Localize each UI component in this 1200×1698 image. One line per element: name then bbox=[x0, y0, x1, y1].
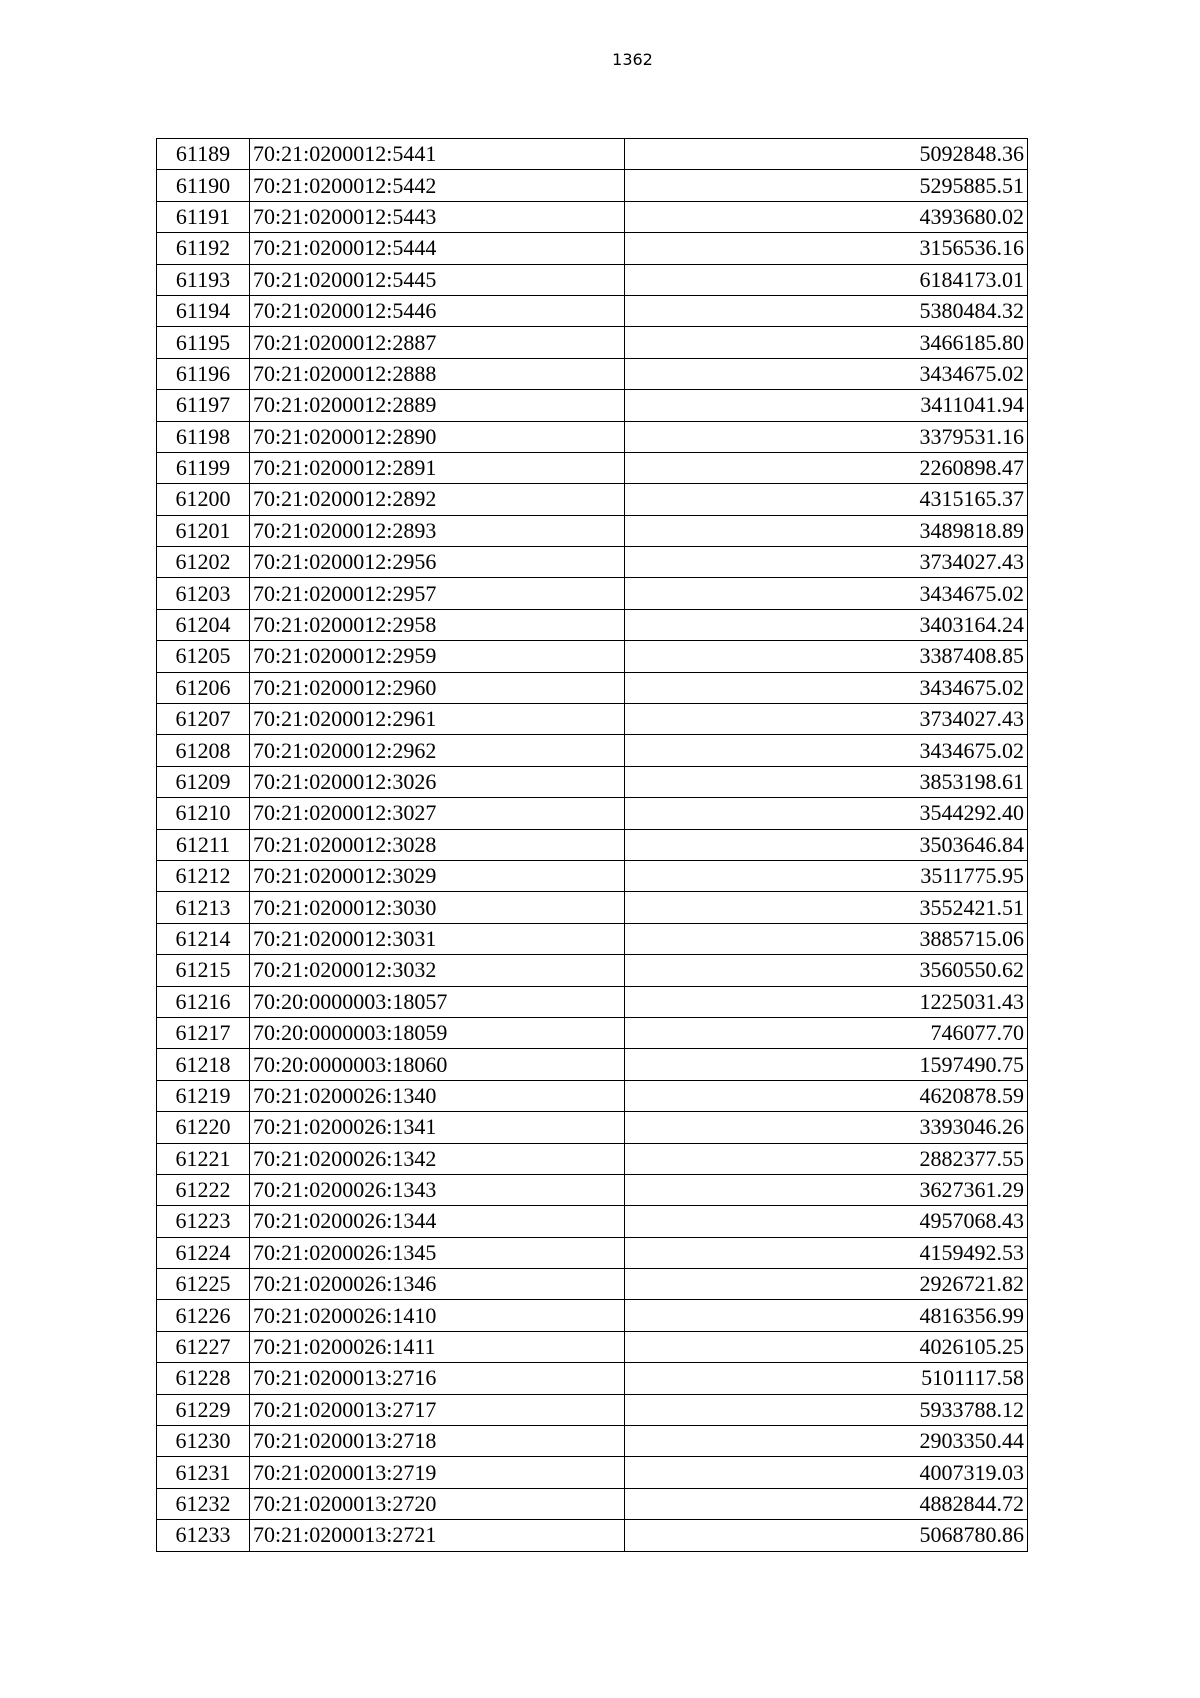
value-cell: 5092848.36 bbox=[625, 139, 1028, 170]
cadastral-number-cell: 70:21:0200026:1345 bbox=[250, 1237, 625, 1268]
value-cell: 4816356.99 bbox=[625, 1300, 1028, 1331]
value-cell: 3503646.84 bbox=[625, 829, 1028, 860]
table-row bbox=[157, 139, 1028, 170]
value-cell: 3156536.16 bbox=[625, 233, 1028, 264]
table-row bbox=[157, 892, 1028, 923]
table-row bbox=[157, 1426, 1028, 1457]
cadastral-number-cell: 70:21:0200012:2892 bbox=[250, 484, 625, 515]
cadastral-number-cell: 70:21:0200026:1344 bbox=[250, 1206, 625, 1237]
value-cell: 3434675.02 bbox=[625, 358, 1028, 389]
table-row bbox=[157, 547, 1028, 578]
row-number-cell: 61233 bbox=[157, 1520, 250, 1551]
value-cell: 746077.70 bbox=[625, 1017, 1028, 1048]
row-number-cell: 61214 bbox=[157, 923, 250, 954]
value-cell: 1225031.43 bbox=[625, 986, 1028, 1017]
cadastral-number-cell: 70:21:0200012:2888 bbox=[250, 358, 625, 389]
cadastral-number-cell: 70:21:0200013:2718 bbox=[250, 1426, 625, 1457]
row-number-cell: 61227 bbox=[157, 1331, 250, 1362]
cadastral-number-cell: 70:21:0200013:2721 bbox=[250, 1520, 625, 1551]
value-cell: 4393680.02 bbox=[625, 201, 1028, 232]
cadastral-number-cell: 70:21:0200012:2961 bbox=[250, 704, 625, 735]
table-row bbox=[157, 1488, 1028, 1519]
row-number-cell: 61199 bbox=[157, 452, 250, 483]
row-number-cell: 61222 bbox=[157, 1174, 250, 1205]
value-cell: 3627361.29 bbox=[625, 1174, 1028, 1205]
row-number-cell: 61221 bbox=[157, 1143, 250, 1174]
table-row bbox=[157, 1112, 1028, 1143]
row-number-cell: 61230 bbox=[157, 1426, 250, 1457]
cadastral-number-cell: 70:21:0200012:3028 bbox=[250, 829, 625, 860]
cadastral-number-cell: 70:21:0200012:3026 bbox=[250, 766, 625, 797]
table-row bbox=[157, 452, 1028, 483]
value-cell: 2882377.55 bbox=[625, 1143, 1028, 1174]
cadastral-number-cell: 70:21:0200012:2889 bbox=[250, 390, 625, 421]
table-row bbox=[157, 1394, 1028, 1425]
value-cell: 3560550.62 bbox=[625, 955, 1028, 986]
cadastral-number-cell: 70:21:0200012:5444 bbox=[250, 233, 625, 264]
value-cell: 5101117.58 bbox=[625, 1363, 1028, 1394]
table-row bbox=[157, 955, 1028, 986]
value-cell: 4007319.03 bbox=[625, 1457, 1028, 1488]
value-cell: 3489818.89 bbox=[625, 515, 1028, 546]
row-number-cell: 61194 bbox=[157, 295, 250, 326]
table-row bbox=[157, 1457, 1028, 1488]
cadastral-number-cell: 70:21:0200013:2717 bbox=[250, 1394, 625, 1425]
table-row bbox=[157, 986, 1028, 1017]
table-row bbox=[157, 421, 1028, 452]
row-number-cell: 61232 bbox=[157, 1488, 250, 1519]
value-cell: 5295885.51 bbox=[625, 170, 1028, 201]
table-row bbox=[157, 515, 1028, 546]
row-number-cell: 61220 bbox=[157, 1112, 250, 1143]
table-row bbox=[157, 233, 1028, 264]
row-number-cell: 61190 bbox=[157, 170, 250, 201]
table-row bbox=[157, 1331, 1028, 1362]
table-row bbox=[157, 484, 1028, 515]
row-number-cell: 61203 bbox=[157, 578, 250, 609]
cadastral-number-cell: 70:21:0200012:3031 bbox=[250, 923, 625, 954]
value-cell: 5933788.12 bbox=[625, 1394, 1028, 1425]
row-number-cell: 61197 bbox=[157, 390, 250, 421]
table-row bbox=[157, 829, 1028, 860]
table-row bbox=[157, 1080, 1028, 1111]
cadastral-number-cell: 70:21:0200012:2956 bbox=[250, 547, 625, 578]
table-row bbox=[157, 1174, 1028, 1205]
value-cell: 4957068.43 bbox=[625, 1206, 1028, 1237]
table-row bbox=[157, 1363, 1028, 1394]
value-cell: 2903350.44 bbox=[625, 1426, 1028, 1457]
row-number-cell: 61189 bbox=[157, 139, 250, 170]
table-row bbox=[157, 1237, 1028, 1268]
value-cell: 3734027.43 bbox=[625, 547, 1028, 578]
cadastral-number-cell: 70:21:0200012:2959 bbox=[250, 641, 625, 672]
row-number-cell: 61231 bbox=[157, 1457, 250, 1488]
table-row bbox=[157, 578, 1028, 609]
cadastral-value-table bbox=[156, 138, 1028, 1552]
table-row bbox=[157, 641, 1028, 672]
page-number: 1362 bbox=[612, 50, 653, 69]
cadastral-number-cell: 70:21:0200012:5442 bbox=[250, 170, 625, 201]
value-cell: 3511775.95 bbox=[625, 860, 1028, 891]
value-cell: 3552421.51 bbox=[625, 892, 1028, 923]
table-row bbox=[157, 798, 1028, 829]
value-cell: 4315165.37 bbox=[625, 484, 1028, 515]
cadastral-number-cell: 70:21:0200012:5441 bbox=[250, 139, 625, 170]
cadastral-number-cell: 70:21:0200012:2893 bbox=[250, 515, 625, 546]
value-cell: 5380484.32 bbox=[625, 295, 1028, 326]
value-cell: 1597490.75 bbox=[625, 1049, 1028, 1080]
row-number-cell: 61217 bbox=[157, 1017, 250, 1048]
cadastral-number-cell: 70:20:0000003:18060 bbox=[250, 1049, 625, 1080]
row-number-cell: 61192 bbox=[157, 233, 250, 264]
cadastral-number-cell: 70:21:0200026:1340 bbox=[250, 1080, 625, 1111]
value-cell: 3434675.02 bbox=[625, 735, 1028, 766]
row-number-cell: 61201 bbox=[157, 515, 250, 546]
value-cell: 3544292.40 bbox=[625, 798, 1028, 829]
row-number-cell: 61228 bbox=[157, 1363, 250, 1394]
row-number-cell: 61213 bbox=[157, 892, 250, 923]
cadastral-number-cell: 70:21:0200012:5443 bbox=[250, 201, 625, 232]
row-number-cell: 61219 bbox=[157, 1080, 250, 1111]
row-number-cell: 61224 bbox=[157, 1237, 250, 1268]
table-row bbox=[157, 1017, 1028, 1048]
table-row bbox=[157, 1520, 1028, 1551]
table-row bbox=[157, 201, 1028, 232]
value-cell: 4882844.72 bbox=[625, 1488, 1028, 1519]
cadastral-number-cell: 70:21:0200012:2962 bbox=[250, 735, 625, 766]
row-number-cell: 61211 bbox=[157, 829, 250, 860]
table-row bbox=[157, 1300, 1028, 1331]
cadastral-number-cell: 70:21:0200026:1410 bbox=[250, 1300, 625, 1331]
row-number-cell: 61200 bbox=[157, 484, 250, 515]
cadastral-number-cell: 70:21:0200013:2716 bbox=[250, 1363, 625, 1394]
row-number-cell: 61212 bbox=[157, 860, 250, 891]
row-number-cell: 61195 bbox=[157, 327, 250, 358]
value-cell: 3393046.26 bbox=[625, 1112, 1028, 1143]
cadastral-number-cell: 70:21:0200012:2887 bbox=[250, 327, 625, 358]
table-row bbox=[157, 1049, 1028, 1080]
table-row bbox=[157, 327, 1028, 358]
cadastral-number-cell: 70:21:0200012:5446 bbox=[250, 295, 625, 326]
value-cell: 2260898.47 bbox=[625, 452, 1028, 483]
table-row bbox=[157, 390, 1028, 421]
value-cell: 3734027.43 bbox=[625, 704, 1028, 735]
cadastral-number-cell: 70:21:0200012:5445 bbox=[250, 264, 625, 295]
table-row bbox=[157, 766, 1028, 797]
table-row bbox=[157, 672, 1028, 703]
row-number-cell: 61210 bbox=[157, 798, 250, 829]
cadastral-number-cell: 70:21:0200012:3027 bbox=[250, 798, 625, 829]
cadastral-number-cell: 70:21:0200012:2958 bbox=[250, 609, 625, 640]
table-row bbox=[157, 1206, 1028, 1237]
row-number-cell: 61225 bbox=[157, 1269, 250, 1300]
value-cell: 2926721.82 bbox=[625, 1269, 1028, 1300]
table-row bbox=[157, 1269, 1028, 1300]
cadastral-number-cell: 70:21:0200012:2890 bbox=[250, 421, 625, 452]
cadastral-number-cell: 70:21:0200026:1411 bbox=[250, 1331, 625, 1362]
row-number-cell: 61207 bbox=[157, 704, 250, 735]
value-cell: 4026105.25 bbox=[625, 1331, 1028, 1362]
table-row bbox=[157, 264, 1028, 295]
value-cell: 3885715.06 bbox=[625, 923, 1028, 954]
row-number-cell: 61205 bbox=[157, 641, 250, 672]
value-cell: 3466185.80 bbox=[625, 327, 1028, 358]
row-number-cell: 61202 bbox=[157, 547, 250, 578]
row-number-cell: 61193 bbox=[157, 264, 250, 295]
value-cell: 5068780.86 bbox=[625, 1520, 1028, 1551]
row-number-cell: 61196 bbox=[157, 358, 250, 389]
cadastral-number-cell: 70:21:0200012:2957 bbox=[250, 578, 625, 609]
row-number-cell: 61216 bbox=[157, 986, 250, 1017]
cadastral-number-cell: 70:21:0200026:1346 bbox=[250, 1269, 625, 1300]
table-row bbox=[157, 735, 1028, 766]
cadastral-number-cell: 70:21:0200012:3029 bbox=[250, 860, 625, 891]
row-number-cell: 61191 bbox=[157, 201, 250, 232]
row-number-cell: 61206 bbox=[157, 672, 250, 703]
value-cell: 3387408.85 bbox=[625, 641, 1028, 672]
table-row bbox=[157, 295, 1028, 326]
table-row bbox=[157, 609, 1028, 640]
value-cell: 3379531.16 bbox=[625, 421, 1028, 452]
table-row bbox=[157, 358, 1028, 389]
value-cell: 3853198.61 bbox=[625, 766, 1028, 797]
cadastral-number-cell: 70:20:0000003:18059 bbox=[250, 1017, 625, 1048]
table-body bbox=[157, 139, 1028, 1552]
value-cell: 4620878.59 bbox=[625, 1080, 1028, 1111]
cadastral-number-cell: 70:21:0200012:3030 bbox=[250, 892, 625, 923]
cadastral-number-cell: 70:20:0000003:18057 bbox=[250, 986, 625, 1017]
cadastral-number-cell: 70:21:0200026:1343 bbox=[250, 1174, 625, 1205]
value-cell: 3403164.24 bbox=[625, 609, 1028, 640]
row-number-cell: 61223 bbox=[157, 1206, 250, 1237]
value-cell: 4159492.53 bbox=[625, 1237, 1028, 1268]
value-cell: 3434675.02 bbox=[625, 578, 1028, 609]
row-number-cell: 61204 bbox=[157, 609, 250, 640]
cadastral-number-cell: 70:21:0200012:2960 bbox=[250, 672, 625, 703]
cadastral-number-cell: 70:21:0200026:1341 bbox=[250, 1112, 625, 1143]
row-number-cell: 61198 bbox=[157, 421, 250, 452]
table-row bbox=[157, 170, 1028, 201]
row-number-cell: 61208 bbox=[157, 735, 250, 766]
cadastral-number-cell: 70:21:0200013:2720 bbox=[250, 1488, 625, 1519]
value-cell: 6184173.01 bbox=[625, 264, 1028, 295]
table-row bbox=[157, 923, 1028, 954]
cadastral-number-cell: 70:21:0200012:2891 bbox=[250, 452, 625, 483]
cadastral-number-cell: 70:21:0200012:3032 bbox=[250, 955, 625, 986]
value-cell: 3434675.02 bbox=[625, 672, 1028, 703]
table-row bbox=[157, 860, 1028, 891]
cadastral-number-cell: 70:21:0200013:2719 bbox=[250, 1457, 625, 1488]
row-number-cell: 61229 bbox=[157, 1394, 250, 1425]
row-number-cell: 61209 bbox=[157, 766, 250, 797]
cadastral-number-cell: 70:21:0200026:1342 bbox=[250, 1143, 625, 1174]
value-cell: 3411041.94 bbox=[625, 390, 1028, 421]
table-row bbox=[157, 704, 1028, 735]
row-number-cell: 61226 bbox=[157, 1300, 250, 1331]
table-row bbox=[157, 1143, 1028, 1174]
row-number-cell: 61218 bbox=[157, 1049, 250, 1080]
row-number-cell: 61215 bbox=[157, 955, 250, 986]
